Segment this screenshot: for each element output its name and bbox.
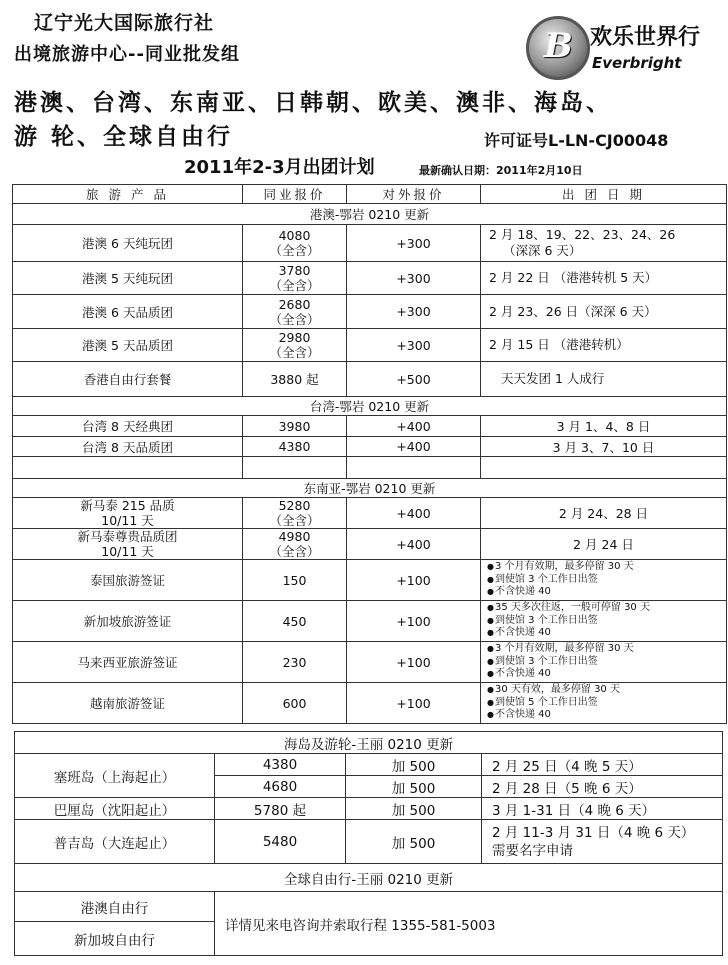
- retail-markup: +300: [347, 225, 481, 262]
- table-row: [13, 329, 727, 362]
- product-name: 港澳 6 天品质团: [13, 295, 243, 329]
- product-name: 普吉岛（大连起止）: [15, 820, 215, 864]
- retail-markup: +400: [347, 529, 481, 560]
- departure-dates: 2 月 23、26 日（深深 6 天）: [481, 295, 727, 329]
- retail-markup: 加 500: [346, 776, 482, 798]
- islands-table: [14, 731, 723, 956]
- table-row: [13, 601, 727, 642]
- product-name: 新加坡旅游签证: [13, 601, 243, 642]
- retail-markup: +300: [347, 329, 481, 362]
- wholesale-price: 5480: [215, 820, 346, 864]
- departure-dates: 天天发团 1 人成行: [481, 362, 727, 397]
- table-row: [15, 754, 723, 776]
- product-name: 新马泰 215 品质 10/11 天: [13, 498, 243, 529]
- wholesale-price: 5780 起: [215, 798, 346, 820]
- destinations-line-1: 港澳、台湾、东南亚、日韩朝、欧美、澳非、海岛、: [14, 90, 612, 116]
- retail-markup: +100: [347, 642, 481, 683]
- retail-markup: +100: [347, 683, 481, 724]
- table-row-empty: [13, 457, 727, 479]
- wholesale-price: 3880 起: [243, 362, 347, 397]
- brand-english: Everbright: [592, 54, 682, 72]
- wholesale-price: 600: [243, 683, 347, 724]
- product-name: 台湾 8 天品质团: [13, 437, 243, 457]
- departure-dates: 3 月 1、4、8 日: [481, 416, 727, 437]
- product-name: 港澳自由行: [15, 892, 215, 922]
- retail-markup: 加 500: [346, 754, 482, 776]
- contact-info: 详情见来电咨询并索取行程 1355-581-5003: [215, 892, 723, 956]
- table-header-row: [13, 185, 727, 204]
- retail-markup: +100: [347, 560, 481, 601]
- wholesale-price: 4980 （全含）: [243, 529, 347, 560]
- product-name: 新马泰尊贵品质团 10/11 天: [13, 529, 243, 560]
- product-name: 塞班岛（上海起止）: [15, 754, 215, 798]
- column-header: 对外报价: [347, 185, 481, 204]
- wholesale-price: 2680 （全含）: [243, 295, 347, 329]
- visa-notes: ● 3 个月有效期，最多停留 30 天 ● 到使馆 3 个工作日出签 ● 不含快递 40: [481, 560, 727, 601]
- visa-notes: ● 35 天多次往返，一般可停留 30 天 ● 到使馆 3 个工作日出签 ● 不含快递 40: [481, 601, 727, 642]
- table-row: [15, 798, 723, 820]
- retail-markup: 加 500: [346, 798, 482, 820]
- product-name: 港澳 5 天纯玩团: [13, 262, 243, 295]
- tour-schedule-table: [12, 184, 727, 724]
- visa-notes: ● 3 个月有效期，最多停留 30 天 ● 到使馆 3 个工作日出签 ● 不含快递 40: [481, 642, 727, 683]
- destinations-line-2: 游 轮、全球自由行: [14, 124, 234, 150]
- wholesale-price: 230: [243, 642, 347, 683]
- table-row: [13, 225, 727, 262]
- table-row: [15, 892, 723, 922]
- department-name: 出境旅游中心--同业批发组: [14, 44, 240, 65]
- logo-letter: B: [544, 26, 573, 66]
- column-header: 出 团 日 期: [481, 185, 727, 204]
- wholesale-price: 3780 （全含）: [243, 262, 347, 295]
- retail-markup: +500: [347, 362, 481, 397]
- table-row: [13, 529, 727, 560]
- wholesale-price: 4380: [215, 754, 346, 776]
- retail-markup: +400: [347, 437, 481, 457]
- retail-markup: +100: [347, 601, 481, 642]
- product-name: 越南旅游签证: [13, 683, 243, 724]
- confirm-date: 最新确认日期：2011年2月10日: [419, 164, 583, 177]
- table-row: [13, 262, 727, 295]
- visa-notes: ● 30 天有效，最多停留 30 天 ● 到使馆 5 个工作日出签 ● 不含快递 40: [481, 683, 727, 724]
- section-header-free: 全球自由行-王丽 0210 更新: [15, 864, 723, 892]
- table-row: [13, 642, 727, 683]
- wholesale-price: 5280 （全含）: [243, 498, 347, 529]
- plan-title: 2011年2-3月出团计划: [184, 157, 375, 178]
- departure-dates: 3 月 1-31 日（4 晚 6 天）: [482, 798, 723, 820]
- brand-chinese: 欢乐世界行: [590, 25, 701, 50]
- section-header-hk: 港澳-鄂岩 0210 更新: [13, 204, 727, 225]
- departure-dates: 2 月 11-3 月 31 日（4 晚 6 天） 需要名字申请: [482, 820, 723, 864]
- retail-markup: +300: [347, 295, 481, 329]
- section-header-tw: 台湾-鄂岩 0210 更新: [13, 397, 727, 416]
- wholesale-price: 450: [243, 601, 347, 642]
- departure-dates: 2 月 28 日（5 晚 6 天）: [482, 776, 723, 798]
- departure-dates: 2 月 22 日 （港港转机 5 天）: [481, 262, 727, 295]
- table-row: [13, 683, 727, 724]
- wholesale-price: 4080 （全含）: [243, 225, 347, 262]
- column-header: 同业报价: [243, 185, 347, 204]
- departure-dates: 3 月 3、7、10 日: [481, 437, 727, 457]
- table-row: [15, 820, 723, 864]
- wholesale-price: 2980 （全含）: [243, 329, 347, 362]
- product-name: 港澳 5 天品质团: [13, 329, 243, 362]
- product-name: 港澳 6 天纯玩团: [13, 225, 243, 262]
- wholesale-price: 150: [243, 560, 347, 601]
- product-name: 台湾 8 天经典团: [13, 416, 243, 437]
- column-header: 旅 游 产 品: [13, 185, 243, 204]
- departure-dates: 2 月 25 日（4 晚 5 天）: [482, 754, 723, 776]
- retail-markup: +400: [347, 416, 481, 437]
- table-row: [13, 416, 727, 437]
- retail-markup: 加 500: [346, 820, 482, 864]
- wholesale-price: 3980: [243, 416, 347, 437]
- departure-dates: 2 月 24、28 日: [481, 498, 727, 529]
- table-row: [13, 560, 727, 601]
- table-row: [13, 362, 727, 397]
- product-name: 香港自由行套餐: [13, 362, 243, 397]
- table-row: [13, 437, 727, 457]
- product-name: 新加坡自由行: [15, 922, 215, 956]
- section-header-sea: 东南亚-鄂岩 0210 更新: [13, 479, 727, 498]
- section-header-islands: 海岛及游轮-王丽 0210 更新: [15, 732, 723, 754]
- departure-dates: 2 月 18、19、22、23、24、26 （深深 6 天）: [481, 225, 727, 262]
- retail-markup: +400: [347, 498, 481, 529]
- departure-dates: 2 月 24 日: [481, 529, 727, 560]
- company-name: 辽宁光大国际旅行社: [34, 12, 215, 34]
- product-name: 巴厘岛（沈阳起止）: [15, 798, 215, 820]
- product-name: 泰国旅游签证: [13, 560, 243, 601]
- table-row: [13, 498, 727, 529]
- product-name: 马来西亚旅游签证: [13, 642, 243, 683]
- departure-dates: 2 月 15 日 （港港转机）: [481, 329, 727, 362]
- retail-markup: +300: [347, 262, 481, 295]
- table-row: [13, 295, 727, 329]
- wholesale-price: 4680: [215, 776, 346, 798]
- wholesale-price: 4380: [243, 437, 347, 457]
- license-number: 许可证号L-LN-CJ00048: [484, 131, 669, 150]
